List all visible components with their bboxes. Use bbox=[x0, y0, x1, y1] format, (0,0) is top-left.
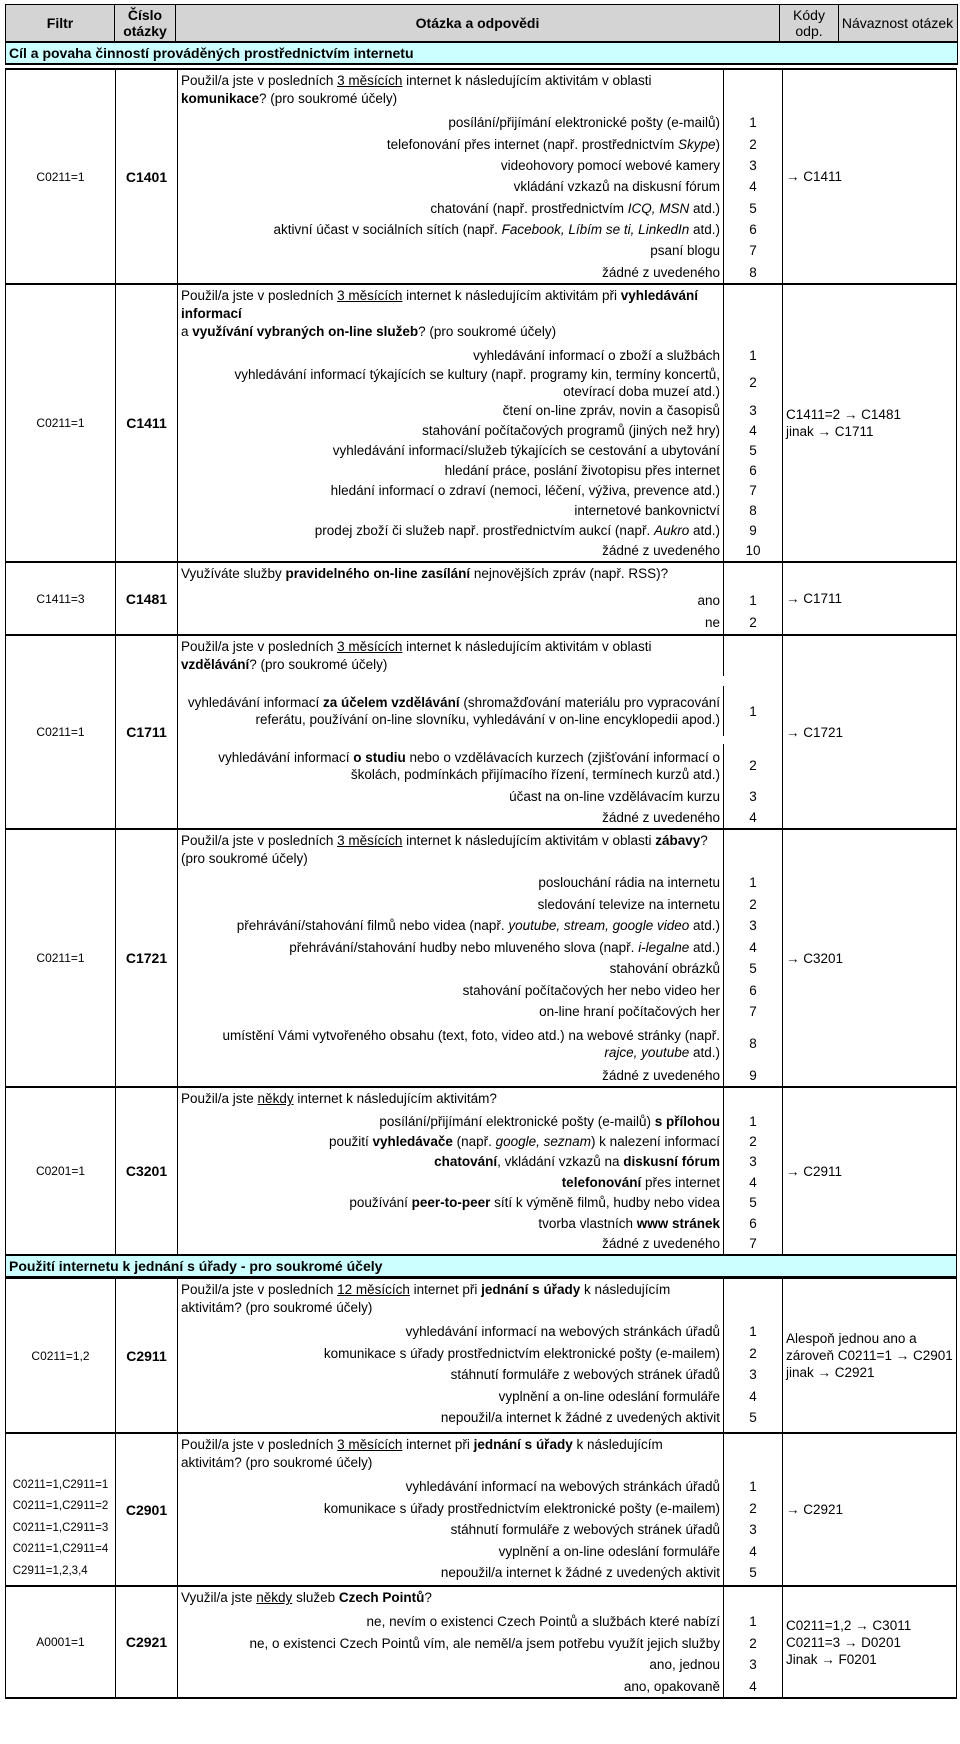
answer-option bbox=[178, 1234, 782, 1254]
answer-code: 4 bbox=[723, 421, 782, 441]
answer-text: žádné z uvedeného bbox=[602, 264, 720, 280]
answer-text: žádné z uvedeného bbox=[602, 543, 720, 559]
answer-text: internetové bankovnictví bbox=[574, 503, 720, 519]
answer-option bbox=[178, 521, 782, 541]
question-block bbox=[5, 634, 957, 828]
question-number: C2911 bbox=[116, 1279, 178, 1432]
answer-code: 6 bbox=[723, 980, 782, 1002]
question-number: C2921 bbox=[116, 1587, 178, 1697]
question-block bbox=[5, 68, 957, 283]
answer-code: 2 bbox=[723, 1498, 782, 1520]
answer-text: vyhledávání informací na webových stránkách úřadů bbox=[405, 1324, 720, 1340]
answer-option bbox=[178, 365, 782, 400]
answer-code: 4 bbox=[723, 1386, 782, 1408]
answer-text: vyplnění a on-line odeslání formuláře bbox=[498, 1543, 720, 1559]
answer-code: 3 bbox=[723, 787, 782, 808]
question-number: C1401 bbox=[116, 70, 178, 283]
header-kody: Kódy odp. bbox=[793, 7, 825, 39]
answer-text: vkládání vzkazů na diskusní fórum bbox=[513, 179, 720, 195]
question-number: C1721 bbox=[116, 830, 178, 1086]
answer-code: 2 bbox=[723, 1633, 782, 1655]
answer-code: 2 bbox=[723, 133, 782, 154]
answer-option bbox=[178, 1633, 782, 1655]
question-filter: A0001=1 bbox=[6, 1587, 116, 1697]
question-filter: C0211=1 bbox=[6, 830, 116, 1086]
answer-code: 6 bbox=[723, 219, 782, 240]
answer-option bbox=[178, 980, 782, 1002]
answer-code: 9 bbox=[723, 1065, 782, 1087]
answer-text: ano, jednou bbox=[649, 1657, 720, 1673]
answer-option bbox=[178, 1562, 782, 1584]
question-filter: C0211=1 bbox=[6, 70, 116, 283]
answer-option bbox=[178, 155, 782, 176]
answer-code: 1 bbox=[723, 345, 782, 365]
answer-text: hledání informací o zdraví (nemoci, léčení, výživa, prevence atd.) bbox=[330, 483, 720, 499]
question-block bbox=[5, 561, 957, 634]
answer-text: posílání/přijímání elektronické pošty (e-mailů) s přílohou bbox=[379, 1113, 720, 1129]
answer-text: vyhledávání informací/služeb týkajících se cestování a ubytování bbox=[332, 443, 720, 459]
question-content bbox=[178, 1088, 782, 1254]
answer-text: ne bbox=[704, 614, 720, 630]
header-row bbox=[6, 5, 958, 43]
question-content bbox=[178, 636, 782, 828]
answer-code: 3 bbox=[723, 1364, 782, 1386]
question-block bbox=[5, 1585, 957, 1697]
answer-text: prodej zboží či služeb např. prostřednictvím aukcí (např. Aukro atd.) bbox=[314, 523, 720, 539]
answer-option bbox=[178, 219, 782, 240]
answer-option bbox=[178, 1001, 782, 1023]
answer-option bbox=[178, 872, 782, 894]
question-filter: C0211=1 bbox=[6, 285, 116, 561]
question-filter: C1411=3 bbox=[6, 563, 116, 634]
question-navigation: → C1721 bbox=[782, 636, 956, 828]
answer-code: 1 bbox=[723, 1111, 782, 1131]
answer-code: 2 bbox=[723, 1131, 782, 1151]
question-navigation: → C3201 bbox=[782, 830, 956, 1086]
answer-code: 1 bbox=[723, 1476, 782, 1498]
answer-option bbox=[178, 1131, 782, 1151]
question-number: C3201 bbox=[116, 1088, 178, 1254]
answer-option bbox=[178, 262, 782, 283]
question-navigation: C0211=1,2 → C3011 C0211=3 → D0201 Jinak → F0201 bbox=[782, 1587, 956, 1697]
question-text: Použil/a jste v posledních 3 měsících internet k následujícím aktivitám při vyhledávání informací a využívání vybraných on-line služeb? (pro soukromé účely) bbox=[181, 288, 699, 339]
question-content bbox=[178, 1434, 782, 1585]
answer-option bbox=[178, 1364, 782, 1386]
answer-text: posílání/přijímání elektronické pošty (e-mailů) bbox=[448, 115, 720, 131]
answer-option bbox=[178, 401, 782, 421]
answer-code: 3 bbox=[723, 1519, 782, 1541]
question-block bbox=[5, 283, 957, 561]
answer-text: nepoužil/a internet k žádné z uvedených aktivit bbox=[440, 1565, 720, 1581]
question-filter: C0211=1,2 bbox=[6, 1279, 116, 1432]
answer-text: poslouchání rádia na internetu bbox=[538, 875, 720, 891]
answer-code: 6 bbox=[723, 1213, 782, 1233]
question-navigation: → C2921 bbox=[782, 1434, 956, 1585]
question-number: C1411 bbox=[116, 285, 178, 561]
answer-option bbox=[178, 1611, 782, 1633]
answer-option bbox=[178, 541, 782, 561]
answer-code: 2 bbox=[723, 612, 782, 634]
answer-text: stahování počítačových her nebo video her bbox=[462, 982, 720, 998]
answer-code: 3 bbox=[723, 1152, 782, 1172]
answer-code: 3 bbox=[723, 155, 782, 176]
answer-text: vyhledávání informací na webových stránkách úřadů bbox=[405, 1479, 720, 1495]
answer-option bbox=[178, 198, 782, 219]
answer-option bbox=[178, 1193, 782, 1213]
answer-option bbox=[178, 1476, 782, 1498]
answer-option bbox=[178, 1152, 782, 1172]
answer-code: 5 bbox=[723, 1407, 782, 1429]
answer-text: chatování (např. prostřednictvím ICQ, MSN atd.) bbox=[430, 200, 720, 216]
question-number: C1711 bbox=[116, 636, 178, 828]
answer-text: nepoužil/a internet k žádné z uvedených aktivit bbox=[440, 1410, 720, 1426]
answer-code: 4 bbox=[723, 1541, 782, 1563]
answer-text: přehrávání/stahování filmů nebo videa (např. youtube, stream, google video atd.) bbox=[236, 918, 720, 934]
question-text: Použil/a jste v posledních 3 měsících internet při jednání s úřady k následujícím aktivitám? (pro soukromé účely) bbox=[181, 1437, 663, 1470]
header-navaznost: Kódy odp. Návaznost otázek bbox=[780, 5, 958, 43]
answer-text: stahování obrázků bbox=[609, 961, 720, 977]
answer-option bbox=[178, 133, 782, 154]
answer-option bbox=[178, 937, 782, 959]
answer-code: 4 bbox=[723, 807, 782, 828]
answer-option bbox=[178, 590, 782, 612]
answer-text: telefonování přes internet bbox=[561, 1174, 720, 1190]
question-filter: C0201=1 bbox=[6, 1088, 116, 1254]
answer-code: 4 bbox=[723, 1172, 782, 1192]
question-block bbox=[5, 828, 957, 1086]
question-text: Použil/a jste někdy internet k následujícím aktivitám? bbox=[181, 1091, 497, 1106]
answer-text: použití vyhledávače (např. google, seznam) k nalezení informací bbox=[329, 1134, 720, 1149]
answer-text: používání peer-to-peer sítí k výměně filmů, hudby nebo videa bbox=[349, 1195, 720, 1211]
answer-text: aktivní účast v sociálních sítích (např. Facebook, Líbím se ti, LinkedIn atd.) bbox=[273, 222, 720, 238]
answer-option bbox=[178, 1172, 782, 1192]
answer-text: čtení on-line zpráv, novin a časopisů bbox=[502, 403, 720, 419]
answer-text: telefonování přes internet (např. prostřednictvím Skype) bbox=[386, 136, 720, 152]
questionnaire-table bbox=[5, 4, 958, 65]
answer-code: 1 bbox=[723, 112, 782, 133]
question-content bbox=[178, 830, 782, 1086]
answer-text: žádné z uvedeného bbox=[602, 1236, 720, 1252]
answer-option bbox=[178, 894, 782, 916]
answer-code: 2 bbox=[723, 365, 782, 400]
answer-text: stáhnutí formuláře z webových stránek úřadů bbox=[450, 1522, 720, 1538]
question-filter: C0211=1 bbox=[6, 636, 116, 828]
answer-text: vyplnění a on-line odeslání formuláře bbox=[498, 1388, 720, 1404]
question-text: Využil/a jste někdy služeb Czech Pointů? bbox=[181, 1590, 432, 1605]
questionnaire-body bbox=[5, 68, 957, 1699]
question-text: Využíváte služby pravidelného on-line zasílání nejnovějších zpráv (např. RSS)? bbox=[181, 566, 669, 581]
answer-code: 7 bbox=[723, 1001, 782, 1023]
answer-code: 7 bbox=[723, 1234, 782, 1254]
answer-option: vyhledávání informací za účelem vzdělávání (shromažďování materiálu pro vypracování referátu, používání on-line slovníku, vyhledávání v on-line encyklopedii apod.) 1 bbox=[178, 676, 782, 736]
answer-code: 5 bbox=[723, 198, 782, 219]
answer-code: 7 bbox=[723, 481, 782, 501]
answer-text: komunikace s úřady prostřednictvím elektronické pošty (e-mailem) bbox=[323, 1345, 720, 1361]
question-block bbox=[5, 1432, 957, 1585]
section-title: Použití internetu k jednání s úřady - pro soukromé účely bbox=[5, 1254, 957, 1277]
answer-option bbox=[178, 807, 782, 828]
answer-code: 2 bbox=[723, 894, 782, 916]
answer-text: přehrávání/stahování hudby nebo mluveného slova (např. i-legalne atd.) bbox=[289, 939, 720, 955]
answer-text: vyhledávání informací o zboží a službách bbox=[473, 347, 720, 363]
answer-text: sledování televize na internetu bbox=[537, 896, 720, 912]
answer-code: 8 bbox=[723, 501, 782, 521]
answer-code: 1 bbox=[723, 872, 782, 894]
answer-option bbox=[178, 1676, 782, 1698]
answer-code: 8 bbox=[723, 262, 782, 283]
answer-option bbox=[178, 421, 782, 441]
question-content bbox=[178, 70, 782, 283]
answer-text: videohovory pomocí webové kamery bbox=[500, 157, 720, 173]
answer-option bbox=[178, 481, 782, 501]
answer-code: 7 bbox=[723, 240, 782, 261]
answer-option bbox=[178, 1498, 782, 1520]
answer-option bbox=[178, 1541, 782, 1563]
answer-option bbox=[178, 1213, 782, 1233]
question-text: Použil/a jste v posledních 3 měsících internet k následujícím aktivitám v oblasti komunikace? (pro soukromé účely) bbox=[181, 73, 652, 106]
answer-option bbox=[178, 612, 782, 634]
answer-option bbox=[178, 1407, 782, 1429]
answer-option bbox=[178, 441, 782, 461]
question-content bbox=[178, 563, 782, 634]
answer-option bbox=[178, 345, 782, 365]
answer-text: ne, nevím o existenci Czech Pointů a službách které nabízí bbox=[366, 1614, 720, 1630]
answer-code: 3 bbox=[723, 1654, 782, 1676]
section-title: Cíl a povaha činností prováděných prostřednictvím internetu bbox=[6, 42, 958, 64]
answer-text: žádné z uvedeného bbox=[602, 1067, 720, 1083]
question-content bbox=[178, 1279, 782, 1432]
answer-option bbox=[178, 1065, 782, 1087]
answer-code: 4 bbox=[723, 1676, 782, 1698]
answer-option bbox=[178, 240, 782, 261]
answer-option bbox=[178, 1111, 782, 1131]
answer-text: komunikace s úřady prostřednictvím elektronické pošty (e-mailem) bbox=[323, 1500, 720, 1516]
answer-option: vyhledávání informací o studiu nebo o vzdělávacích kurzech (zjišťování informací o školách, podmínkách přijímacího řízení, termínech kurzů atd.) 2 bbox=[178, 736, 782, 786]
answer-text: hledání práce, poslání životopisu přes internet bbox=[444, 463, 720, 479]
answer-option bbox=[178, 501, 782, 521]
answer-text: ano bbox=[697, 593, 720, 609]
answer-code: 3 bbox=[723, 401, 782, 421]
question-content bbox=[178, 285, 782, 561]
answer-option bbox=[178, 1386, 782, 1408]
answer-option bbox=[178, 1654, 782, 1676]
answer-option bbox=[178, 1343, 782, 1365]
answer-text: tvorba vlastních www stránek bbox=[538, 1215, 720, 1231]
answer-code: 6 bbox=[723, 461, 782, 481]
header-filtr: Filtr bbox=[6, 5, 115, 43]
answer-text: vyhledávání informací týkajících se kultury (např. programy kin, termíny koncertů, otevírací doba muzeí atd.) bbox=[234, 366, 720, 399]
question-text: Použil/a jste v posledních 12 měsících internet při jednání s úřady k následujícím aktivitám? (pro soukromé účely) bbox=[181, 1282, 671, 1315]
answer-option bbox=[178, 1321, 782, 1343]
answer-option bbox=[178, 958, 782, 980]
question-block bbox=[5, 1086, 957, 1254]
answer-text: stahování počítačových programů (jiných než hry) bbox=[422, 423, 720, 439]
question-text: Použil/a jste v posledních 3 měsících internet k následujícím aktivitám v oblasti vzdělávání? (pro soukromé účely) bbox=[181, 639, 652, 672]
question-filter: C0211=1,C2911=1 C0211=1,C2911=2 C0211=1,C2911=3 C0211=1,C2911=4 C2911=1,2,3,4 bbox=[6, 1434, 116, 1585]
answer-text: žádné z uvedeného bbox=[602, 810, 720, 826]
answer-code: 10 bbox=[723, 541, 782, 561]
answer-text: chatování, vkládání vzkazů na diskusní fórum bbox=[434, 1154, 720, 1170]
question-number: C1481 bbox=[116, 563, 178, 634]
answer-code: 9 bbox=[723, 521, 782, 541]
answer-option bbox=[178, 461, 782, 481]
answer-option bbox=[178, 112, 782, 133]
question-navigation: C1411=2 → C1481 jinak → C1711 bbox=[782, 285, 956, 561]
answer-text: on-line hraní počítačových her bbox=[539, 1004, 720, 1020]
answer-text: ne, o existenci Czech Pointů vím, ale neměl/a jsem potřebu využít jejich služby bbox=[249, 1635, 720, 1651]
question-number: C2901 bbox=[116, 1434, 178, 1585]
question-navigation: Alespoň jednou ano a zároveň C0211=1 → C2901 jinak → C2921 bbox=[782, 1279, 956, 1432]
answer-option bbox=[178, 176, 782, 197]
answer-code: 5 bbox=[723, 1193, 782, 1213]
answer-code: 5 bbox=[723, 958, 782, 980]
question-block bbox=[5, 1277, 957, 1432]
answer-option: umístění Vámi vytvořeného obsahu (text, foto, video atd.) na webové stránky (např. rajce, youtube atd.) 8 bbox=[178, 1023, 782, 1065]
answer-code: 4 bbox=[723, 937, 782, 959]
answer-option bbox=[178, 915, 782, 937]
answer-option bbox=[178, 787, 782, 808]
question-text: Použil/a jste v posledních 3 měsících internet k následujícím aktivitám v oblasti zábavy? (pro soukromé účely) bbox=[181, 833, 708, 866]
answer-text: stáhnutí formuláře z webových stránek úřadů bbox=[450, 1367, 720, 1383]
header-otazka: Otázka a odpovědi bbox=[176, 5, 780, 43]
answer-code: 1 bbox=[723, 1611, 782, 1633]
answer-code: 3 bbox=[723, 915, 782, 937]
answer-text: ano, opakovaně bbox=[623, 1678, 720, 1694]
header-cislo: Číslo otázky bbox=[115, 5, 176, 43]
answer-code: 4 bbox=[723, 176, 782, 197]
answer-option bbox=[178, 1519, 782, 1541]
question-navigation: → C1711 bbox=[782, 563, 956, 634]
answer-text: účast na on-line vzdělávacím kurzu bbox=[509, 789, 720, 805]
question-navigation: → C1411 bbox=[782, 70, 956, 283]
answer-code: 2 bbox=[723, 1343, 782, 1365]
answer-code: 1 bbox=[723, 1321, 782, 1343]
answer-text: psaní blogu bbox=[650, 243, 720, 259]
answer-code: 5 bbox=[723, 441, 782, 461]
answer-code: 1 bbox=[723, 590, 782, 612]
question-navigation: → C2911 bbox=[782, 1088, 956, 1254]
question-content bbox=[178, 1587, 782, 1697]
answer-code: 5 bbox=[723, 1562, 782, 1584]
